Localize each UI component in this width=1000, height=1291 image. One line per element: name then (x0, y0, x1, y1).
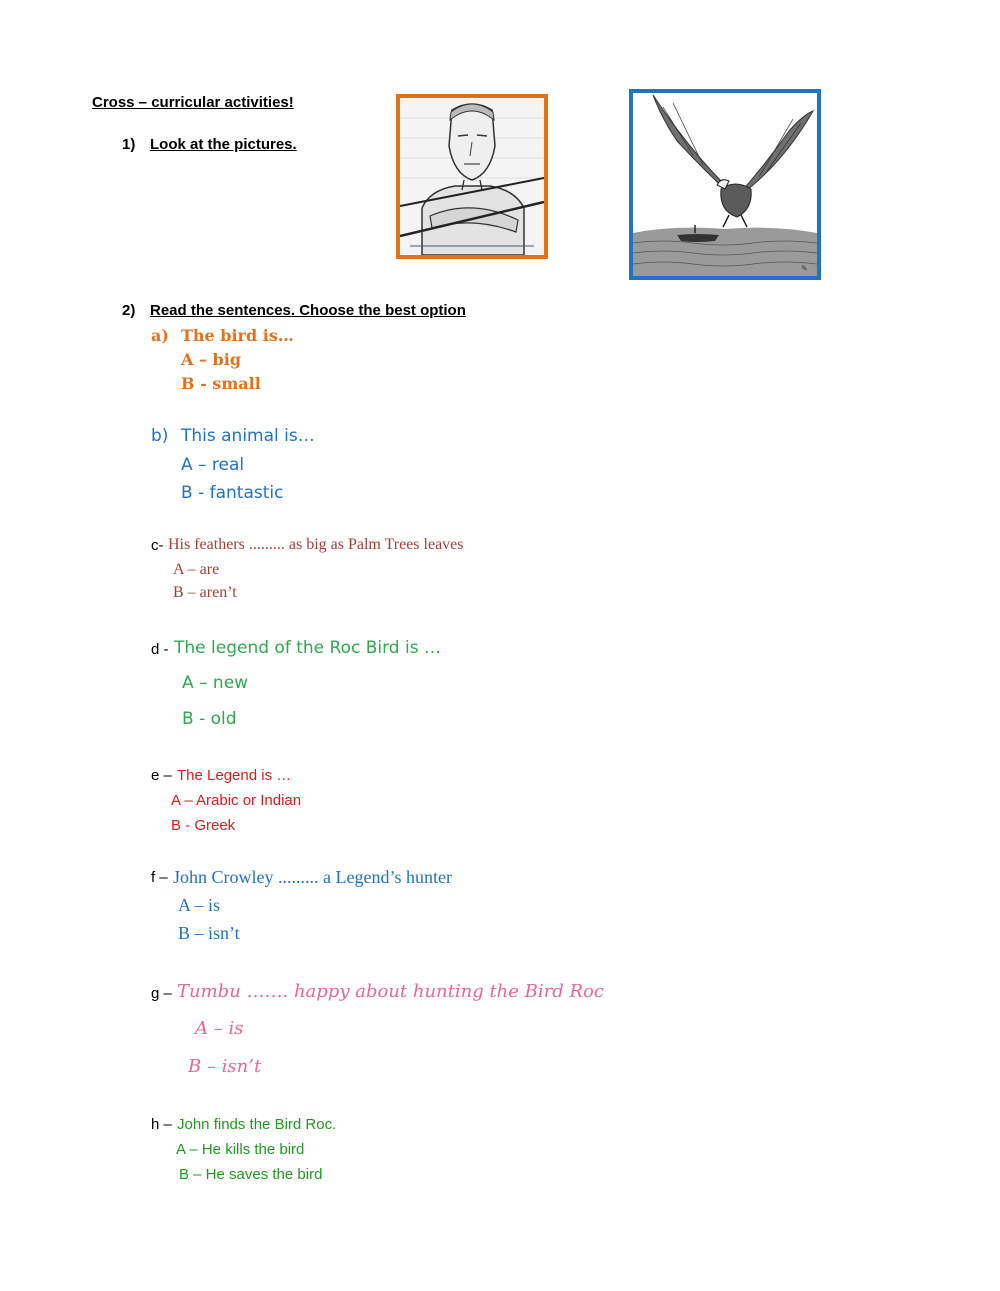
svg-text:✎: ✎ (801, 264, 808, 273)
question-a-option-b[interactable]: B - small (181, 374, 261, 393)
roc-bird-image (629, 89, 821, 280)
question-g-prefix: g – (151, 985, 172, 1002)
section1-heading: Look at the pictures. (150, 136, 297, 153)
question-c-option-b[interactable]: B – aren’t (173, 584, 237, 601)
question-e-stem: The Legend is … (177, 767, 292, 784)
question-a-prefix: a) (151, 326, 169, 345)
page-title: Cross – curricular activities! (92, 94, 294, 111)
section2-number: 2) (122, 302, 136, 319)
question-a-option-a[interactable]: A – big (181, 350, 242, 369)
question-d-prefix: d - (151, 641, 169, 658)
question-d-stem: The legend of the Roc Bird is … (174, 638, 441, 658)
question-h-prefix: h – (151, 1116, 172, 1133)
question-c-stem: His feathers ......... as big as Palm Trees leaves (168, 536, 464, 553)
question-b-option-a[interactable]: A – real (181, 455, 245, 475)
question-d-option-b[interactable]: B - old (182, 709, 237, 729)
question-e-option-a[interactable]: A – Arabic or Indian (171, 792, 302, 809)
question-h-option-b[interactable]: B – He saves the bird (179, 1166, 323, 1183)
section1-number: 1) (122, 136, 136, 153)
question-b-option-b[interactable]: B - fantastic (181, 483, 284, 503)
question-d-option-a[interactable]: A – new (182, 673, 249, 693)
question-b-prefix: b) (151, 426, 169, 446)
section2-heading: Read the sentences. Choose the best option (150, 302, 466, 319)
question-f-stem: John Crowley ......... a Legend’s hunter (173, 867, 452, 887)
question-g-option-a[interactable]: A – is (195, 1018, 244, 1039)
man-portrait-image (396, 94, 548, 259)
question-h-option-a[interactable]: A – He kills the bird (176, 1141, 305, 1158)
question-h-stem: John finds the Bird Roc. (177, 1116, 337, 1133)
question-f-option-a[interactable]: A – is (178, 895, 221, 915)
question-f-prefix: f – (151, 869, 168, 886)
question-b-stem: This animal is… (181, 426, 315, 446)
question-c-prefix: c- (151, 537, 164, 554)
question-e-prefix: e – (151, 767, 172, 784)
question-f-option-b[interactable]: B – isn’t (178, 923, 240, 943)
question-g-option-b[interactable]: B – isn’t (188, 1056, 262, 1077)
question-e-option-b[interactable]: B - Greek (171, 817, 236, 834)
question-g-stem: Tumbu ……. happy about hunting the Bird Roc (177, 981, 604, 1002)
question-a-stem: The bird is… (181, 326, 294, 345)
question-c-option-a[interactable]: A – are (173, 561, 220, 578)
